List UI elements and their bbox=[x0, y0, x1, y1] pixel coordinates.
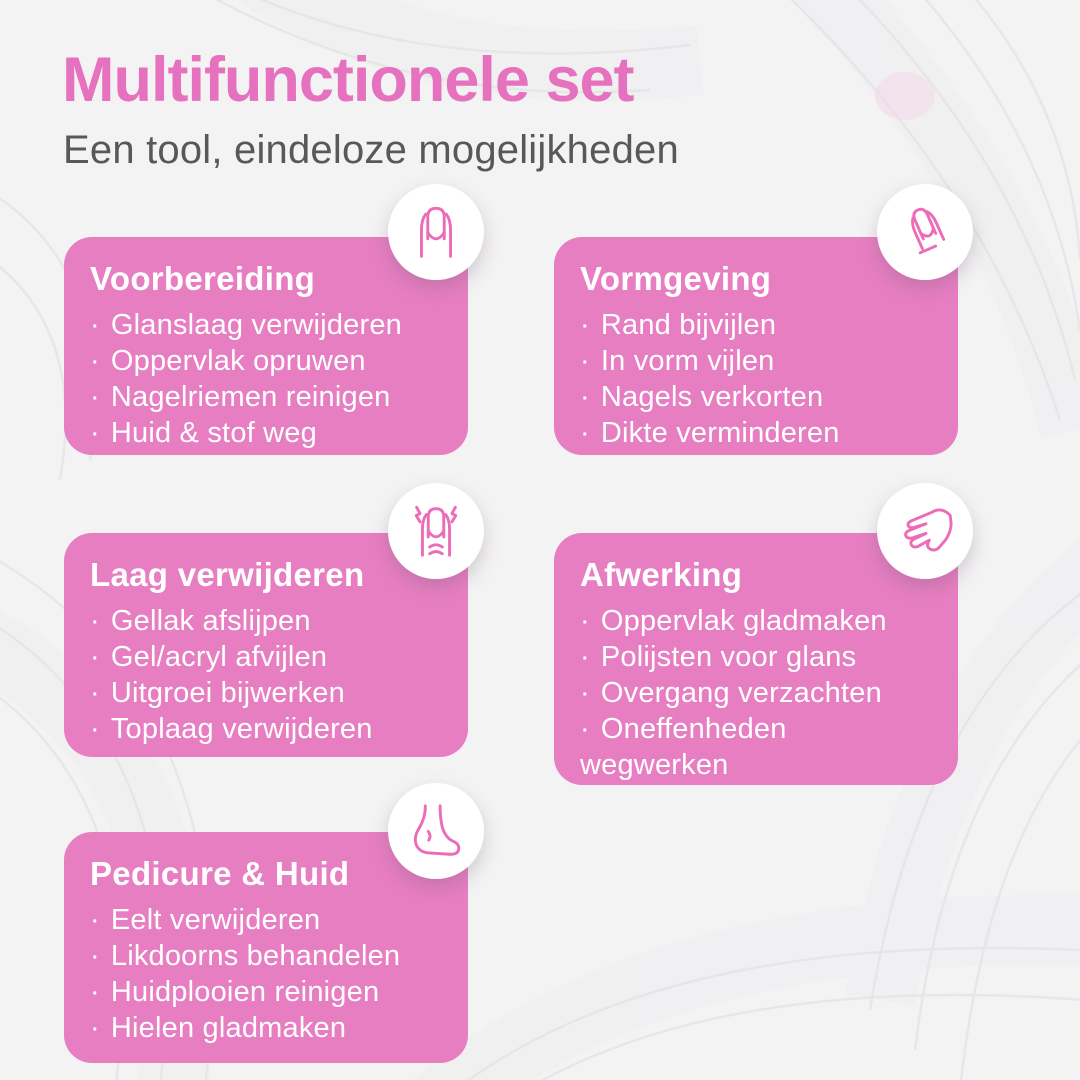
list-item bbox=[580, 415, 942, 451]
bullet: · bbox=[90, 345, 100, 377]
bullet: · bbox=[90, 381, 100, 413]
list-item bbox=[90, 379, 452, 415]
page-subtitle: Een tool, eindeloze mogelijkheden bbox=[63, 128, 679, 172]
list-item bbox=[90, 675, 452, 711]
bullet: · bbox=[90, 1012, 100, 1044]
card-title: Pedicure & Huid bbox=[90, 855, 350, 892]
list-item-text: Polijsten voor glans bbox=[600, 641, 857, 673]
list-item-text: Oppervlak opruwen bbox=[110, 345, 366, 377]
list-item-text: Gellak afslijpen bbox=[110, 605, 311, 637]
hand-icon bbox=[894, 500, 956, 562]
list-item bbox=[580, 675, 910, 711]
list-item bbox=[90, 974, 452, 1010]
list-item-text: Rand bijvijlen bbox=[600, 309, 777, 341]
list-item bbox=[90, 938, 452, 974]
list-item bbox=[90, 415, 452, 451]
list-item-text: Gel/acryl afvijlen bbox=[110, 641, 328, 673]
bullet: · bbox=[580, 417, 590, 449]
bullet: · bbox=[90, 904, 100, 936]
card-title: Voorbereiding bbox=[90, 260, 316, 297]
card-title: Vormgeving bbox=[580, 260, 772, 297]
list-item-text: Oppervlak gladmaken bbox=[600, 605, 887, 637]
list-item bbox=[580, 603, 910, 639]
bullet: · bbox=[90, 417, 100, 449]
bullet: · bbox=[90, 713, 100, 745]
bullet: · bbox=[90, 309, 100, 341]
bullet: · bbox=[580, 381, 590, 413]
list-item-text: Overgang verzachten bbox=[600, 677, 882, 709]
list-item-text: Hielen gladmaken bbox=[110, 1012, 347, 1044]
list-item-text: Eelt verwijderen bbox=[110, 904, 321, 936]
bullet: · bbox=[90, 940, 100, 972]
list-item bbox=[580, 343, 942, 379]
list-item-text: Glanslaag verwijderen bbox=[110, 309, 402, 341]
nail-file-icon bbox=[894, 201, 956, 263]
bullet: · bbox=[580, 641, 590, 673]
card-title: Afwerking bbox=[580, 556, 743, 593]
list-item bbox=[90, 1010, 452, 1046]
list-item-text: Toplaag verwijderen bbox=[110, 713, 373, 745]
list-item bbox=[90, 639, 452, 675]
bullet: · bbox=[580, 713, 590, 745]
fingernail-icon bbox=[405, 201, 467, 263]
icon-badge bbox=[388, 783, 484, 879]
bullet: · bbox=[580, 605, 590, 637]
list-item-text: Huid & stof weg bbox=[110, 417, 317, 449]
page-title: Multifunctionele set bbox=[62, 45, 634, 115]
bullet: · bbox=[580, 677, 590, 709]
list-item-text: Nagelriemen reinigen bbox=[110, 381, 391, 413]
list-item bbox=[580, 639, 910, 675]
icon-badge bbox=[388, 483, 484, 579]
list-item bbox=[90, 711, 452, 747]
bullet: · bbox=[90, 641, 100, 673]
bullet: · bbox=[580, 345, 590, 377]
list-item bbox=[580, 307, 942, 343]
bullet: · bbox=[90, 677, 100, 709]
icon-badge bbox=[388, 184, 484, 280]
damaged-nail-icon bbox=[405, 500, 467, 562]
list-item-text: Oneffenheden wegwerken bbox=[580, 713, 787, 781]
list-item-text: Huidplooien reinigen bbox=[110, 976, 380, 1008]
list-item bbox=[90, 343, 452, 379]
list-item-text: Nagels verkorten bbox=[600, 381, 824, 413]
icon-badge bbox=[877, 483, 973, 579]
list-item bbox=[90, 902, 452, 938]
bullet: · bbox=[90, 605, 100, 637]
list-item bbox=[90, 603, 452, 639]
foot-icon bbox=[405, 800, 467, 862]
list-item-text: In vorm vijlen bbox=[600, 345, 775, 377]
bullet: · bbox=[90, 976, 100, 1008]
list-item bbox=[90, 307, 452, 343]
list-item bbox=[580, 379, 942, 415]
list-item-text: Likdoorns behandelen bbox=[110, 940, 401, 972]
list-item-text: Dikte verminderen bbox=[600, 417, 840, 449]
list-item bbox=[580, 711, 910, 783]
card-title: Laag verwijderen bbox=[90, 556, 365, 593]
icon-badge bbox=[877, 184, 973, 280]
list-item-text: Uitgroei bijwerken bbox=[110, 677, 345, 709]
bullet: · bbox=[580, 309, 590, 341]
